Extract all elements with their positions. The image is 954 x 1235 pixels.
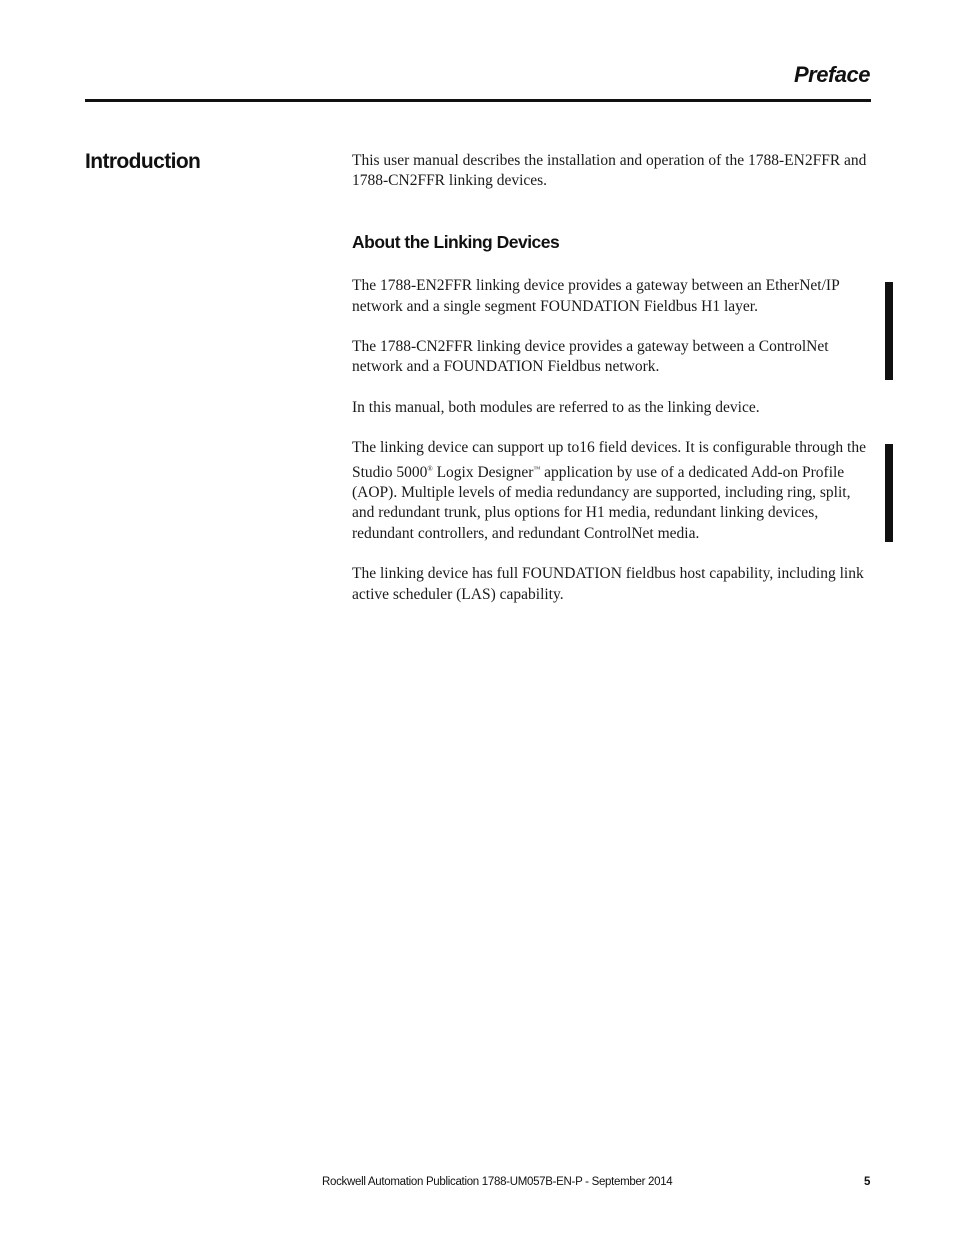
page-number: 5 (864, 1176, 871, 1188)
footer-publication: Rockwell Automation Publication 1788-UM057B-EN-P - September 2014 (322, 1176, 673, 1188)
capabilities-text-c: application by use of a dedicated Add-on Profile (AOP). Multiple levels of media redundancy are supported, including ring, split, and redundant trunk, plus options for H1 media, redundant linking devices, redundant controllers, and redundant ControlNet media. (352, 463, 851, 542)
capabilities-text-b: Logix Designer (432, 463, 534, 481)
chapter-title: Preface (793, 62, 870, 87)
trademark-mark: ™ (533, 464, 541, 473)
registered-mark: ® (427, 464, 433, 473)
change-bar (885, 282, 893, 380)
body-column (352, 151, 867, 605)
paragraph-capabilities (352, 438, 867, 544)
header-rule (85, 99, 871, 102)
section-heading: Introduction (85, 150, 201, 173)
paragraph-host-capability: The linking device has full FOUNDATION fieldbus host capability, including link active scheduler (LAS) capability. (352, 565, 864, 603)
paragraph-terminology: In this manual, both modules are referred to as the linking device. (352, 398, 760, 416)
intro-paragraph: This user manual describes the installation and operation of the 1788-EN2FFR and 1788-CN2FFR linking devices. (352, 152, 867, 190)
subheading: About the Linking Devices (352, 231, 560, 252)
paragraph-en2ffr: The 1788-EN2FFR linking device provides a gateway between an EtherNet/IP network and a single segment FOUNDATION Fieldbus H1 layer. (352, 277, 840, 315)
change-bar (885, 444, 893, 542)
capabilities-text-a: The linking device can support up to16 field devices. It is configurable through the Studio 5000 (352, 439, 866, 481)
paragraph-cn2ffr: The 1788-CN2FFR linking device provides a gateway between a ControlNet network and a FOUNDATION Fieldbus network. (352, 338, 829, 376)
